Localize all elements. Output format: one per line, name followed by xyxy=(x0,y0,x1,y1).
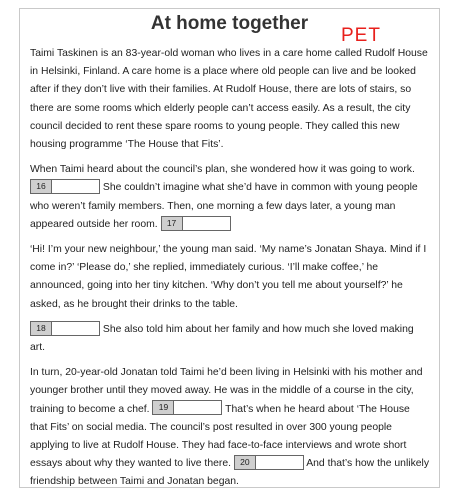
gap-20-box[interactable] xyxy=(234,455,304,470)
paragraph-text: She also told him about her family and how much she loved making art. xyxy=(30,323,414,354)
gap-number: 16 xyxy=(31,180,52,193)
paragraph-3 xyxy=(30,241,430,314)
paragraph-text: Taimi Taskinen is an 83-year-old woman who lives in a care home called Rudolf House in Helsinki, Finland. A care home is a place where old people can live and be looked after if they don’t live with their families. At Rudolf House, there are lots of stairs, so there are some rooms which elderly people can’t access easily. As a result, the city council decided to rent these spare rooms to young people. They called this new housing programme ‘The House that Fits’. xyxy=(30,48,428,151)
exam-tag: PET xyxy=(341,25,381,46)
gap-number: 19 xyxy=(153,401,174,414)
paragraph-text: That’s when he heard about ‘The House that Fits’ on social media. The council’s post resulted in over 300 young people applying to live at Rudolf House. They had face-to-face interviews and wrote short essays about why they wanted to live there. xyxy=(30,403,410,470)
paragraph-2 xyxy=(30,161,430,234)
gap-number: 17 xyxy=(162,217,183,230)
paragraph-text: ‘Hi! I’m your new neighbour,’ the young man said. ‘My name’s Jonatan Shaya. Mind if I come in?’ ‘Please do,’ she replied, immediately curious. ‘I’ll make coffee,’ he announced, going into her tiny kitchen. ‘Why don’t you tell me about yourself?’ he asked, as he brought their drinks to the table. xyxy=(30,244,427,310)
paragraph-5 xyxy=(30,364,430,491)
paragraph-text: In turn, 20-year-old Jonatan told Taimi he’d been living in Helsinki with his mother and younger brother until they moved away. He was in the middle of a course in the city, training to become a chef. xyxy=(30,367,423,415)
paragraph-1 xyxy=(30,45,430,154)
paragraph-text: She couldn’t imagine what she’d have in common with young people who weren’t family members. Then, one morning a few days later, a young man appeared outside her room. xyxy=(30,182,418,230)
paragraph-text: When Taimi heard about the council’s plan, she wondered how it was going to work. xyxy=(30,164,415,176)
gap-number: 20 xyxy=(235,456,256,469)
article-header xyxy=(20,9,439,45)
article-body xyxy=(20,45,439,492)
paragraph-text: And that’s how the unlikely friendship between Taimi and Jonatan began. xyxy=(30,458,430,488)
article-title: At home together xyxy=(150,13,309,34)
article-frame xyxy=(19,8,440,488)
gap-18-box[interactable] xyxy=(30,321,100,336)
gap-19-box[interactable] xyxy=(152,400,222,415)
paragraph-4 xyxy=(30,321,430,357)
gap-number: 18 xyxy=(31,322,52,335)
gap-17-box[interactable] xyxy=(161,216,231,231)
gap-16-box[interactable] xyxy=(30,179,100,194)
